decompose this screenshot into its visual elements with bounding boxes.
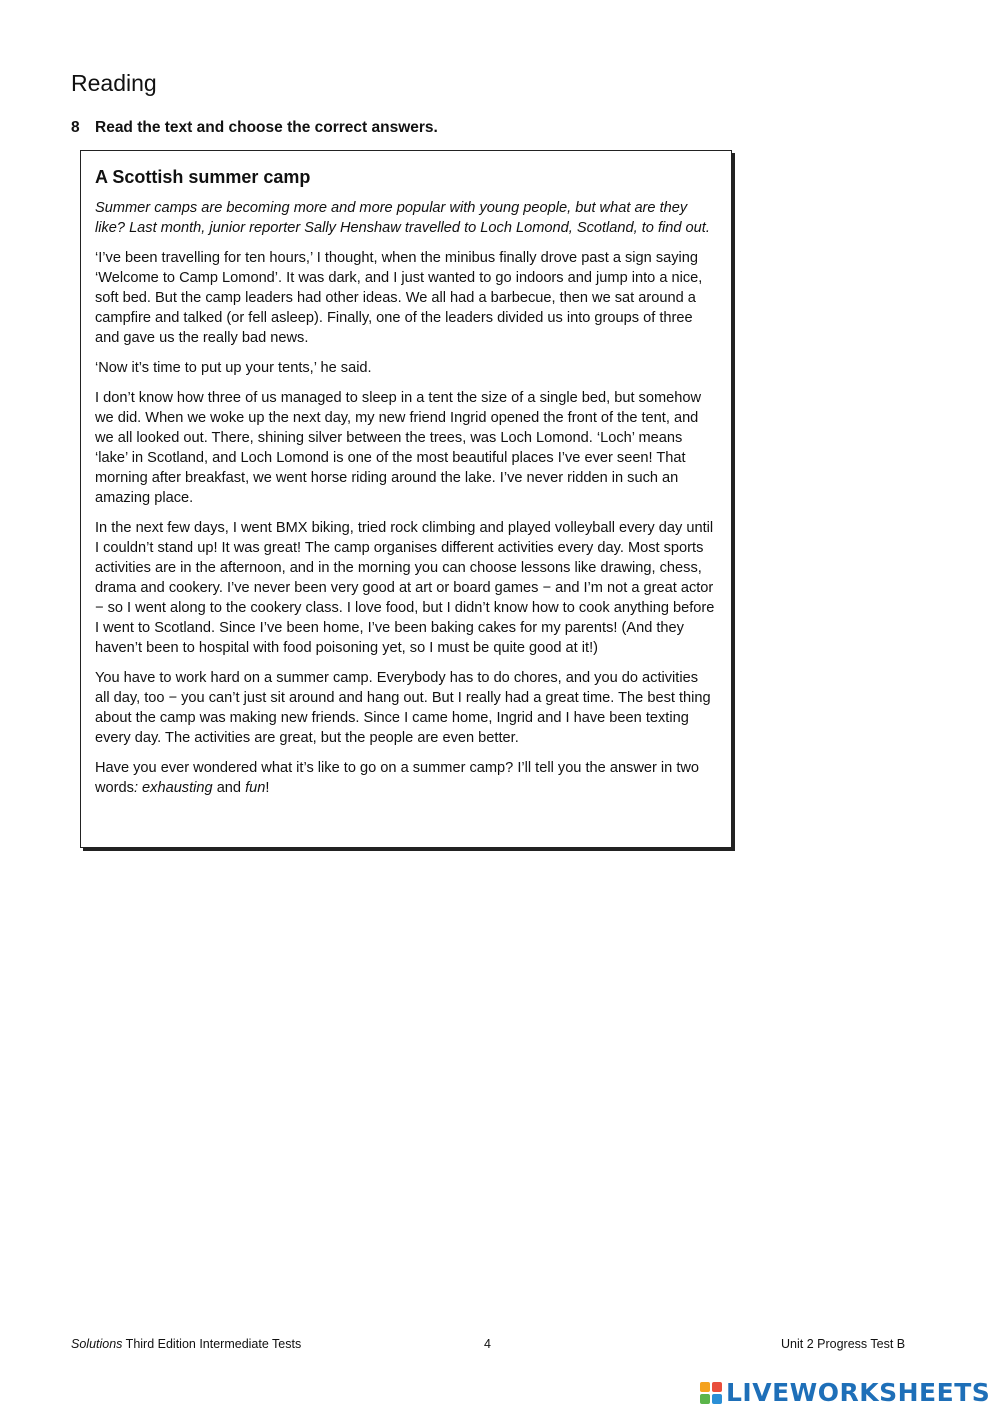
logo-square-3 xyxy=(700,1394,710,1404)
closing-end: ! xyxy=(265,780,270,796)
article-paragraph-4: In the next few days, I went BMX biking, tried rock climbing and played volleyball every day until I couldn’t stand up! It was great! The camp organises different activities every day. Most sports activities are in the afternoon, and in the morning you can choose lessons like drawing, chess, drama and cookery. I’ve never been very good at art or board games − and I’m not a great actor − so I went along to the cookery class. I love food, but I didn’t know how to cook anything before I went to Scotland. Since I’ve been home, I’ve been baking cakes for my parents! (And they haven’t been to hospital with food poisoning yet, so I must be quite good at it!) xyxy=(95,520,715,656)
logo-square-2 xyxy=(712,1382,722,1392)
logo-square-1 xyxy=(700,1382,710,1392)
instruction-number: 8 xyxy=(71,119,80,136)
article-paragraph-3: I don’t know how three of us managed to sleep in a tent the size of a single bed, but somehow we did. When we woke up the next day, my new friend Ingrid opened the front of the tent, and we all looked out. There, shining silver between the trees, was Loch Lomond. ‘Loch’ means ‘lake’ in Scotland, and Loch Lomond is one of the most beautiful places I’ve ever seen! That morning after breakfast, we went horse riding around the lake. I’ve never ridden in such an amazing place. xyxy=(95,390,702,506)
article-intro: Summer camps are becoming more and more popular with young people, but what are they like? Last month, junior reporter Sally Henshaw travelled to Loch Lomond, Scotland, to find out. xyxy=(95,200,710,236)
closing-colon: : xyxy=(133,780,143,796)
article-box xyxy=(80,150,732,848)
article-paragraph-2: ‘Now it’s time to put up your tents,’ he said. xyxy=(95,360,372,376)
footer-book-title xyxy=(71,1337,301,1351)
closing-start: Have you ever wondered what it’s like to go on a summer camp? I’ll tell you the answer in two words xyxy=(95,760,700,796)
liveworksheets-brand[interactable] xyxy=(700,1378,990,1407)
instruction-text: Read the text and choose the correct answers. xyxy=(95,119,438,136)
section-title: Reading xyxy=(71,70,157,96)
footer-unit: Unit 2 Progress Test B xyxy=(781,1337,906,1351)
footer-book-rest: Third Edition Intermediate Tests xyxy=(122,1337,302,1351)
logo-square-4 xyxy=(712,1394,722,1404)
article-paragraph-5: You have to work hard on a summer camp. Everybody has to do chores, and you do activities all day, too − you can’t just sit around and hang out. But I really had a great time. The best thing about the camp was making new friends. Since I came home, Ingrid and I have been texting every day. The activities are great, but the people are even better. xyxy=(95,670,711,746)
footer-book-name: Solutions xyxy=(71,1337,123,1351)
instruction xyxy=(71,119,438,137)
closing-word-exhausting: exhausting xyxy=(142,780,213,796)
footer-page-number: 4 xyxy=(484,1337,491,1351)
closing-and: and xyxy=(212,780,246,796)
brand-name: LIVEWORKSHEETS xyxy=(726,1378,991,1407)
article-paragraph-1: ‘I’ve been travelling for ten hours,’ I thought, when the minibus finally drove past a sign saying ‘Welcome to Camp Lomond’. It was dark, and I just wanted to go indoors and jump into a nice, soft bed. But the camp leaders had other ideas. We all had a barbecue, then we sat around a campfire and talked (or fell asleep). Finally, one of the leaders divided us into groups of three and gave us the really bad news. xyxy=(95,250,703,346)
article-closing xyxy=(95,758,715,798)
closing-word-fun: fun xyxy=(245,780,266,796)
liveworksheets-logo-icon xyxy=(700,1382,722,1404)
article-title: A Scottish summer camp xyxy=(95,167,311,187)
